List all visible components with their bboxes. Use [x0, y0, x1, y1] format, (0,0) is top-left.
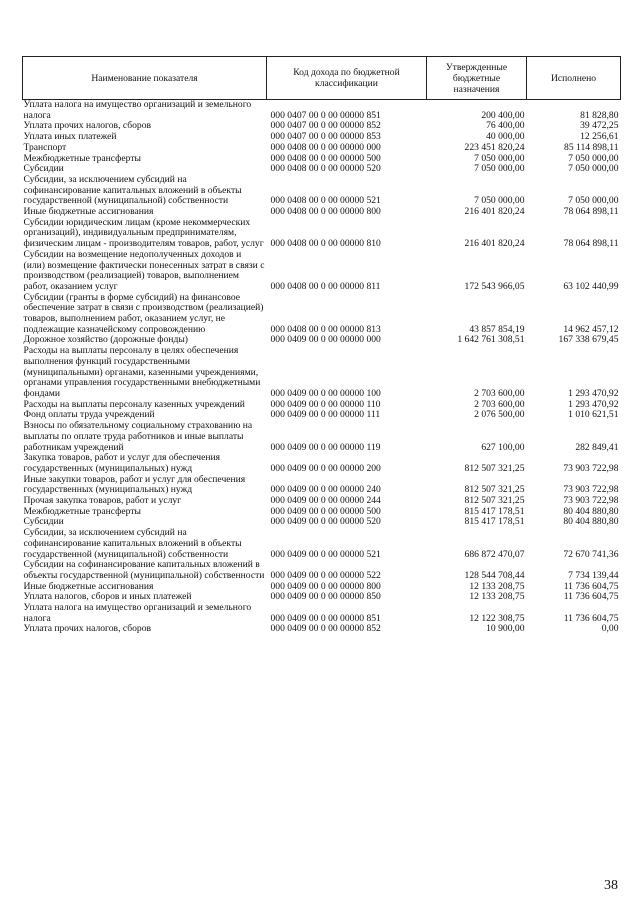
row-name-cell: Иные бюджетные ассигнования [23, 206, 154, 218]
row-name-cell: Межбюджетные трансферты [23, 152, 141, 164]
row-name-cell: Субсидии, за исключением субсидий на софинансирование капитальных вложений в объекты государственной (муниципальной) собственности [23, 173, 242, 207]
row-code-cell: 000 0409 00 0 00 00000 800 [270, 580, 381, 592]
row-code-cell: 000 0409 00 0 00 00000 500 [270, 505, 381, 517]
row-approved-cell: 12 122 308,75 [469, 612, 525, 624]
row-name-cell: Взносы по обязательному социальному страхованию на выплаты по оплате труда работников и иные выплаты работникам учреждений [23, 420, 253, 453]
table-row [23, 560, 621, 581]
row-name-cell: Фонд оплаты труда учреждений [23, 409, 155, 421]
row-name-cell: Субсидии юридическим лицам (кроме некоммерческих организаций), индивидуальным предпринимателям, физическим лицам - производителям товаров, работ, услуг [23, 216, 264, 250]
row-approved-cell: 812 507 321,25 [464, 484, 525, 496]
row-approved-cell: 815 417 178,51 [464, 505, 525, 517]
row-code-cell: 000 0409 00 0 00 00000 119 [270, 441, 381, 453]
table-row [23, 624, 621, 635]
table-row [23, 603, 621, 624]
row-approved-cell: 2 703 600,00 [474, 398, 525, 410]
row-executed-cell: 7 050 000,00 [568, 195, 619, 207]
table-header [23, 57, 621, 100]
table-row [23, 475, 621, 496]
row-name-cell: Уплата прочих налогов, сборов [23, 623, 152, 635]
row-code-cell: 000 0409 00 0 00 00000 520 [270, 516, 381, 528]
row-approved-cell: 43 857 854,19 [469, 323, 525, 335]
row-code-cell: 000 0409 00 0 00 00000 521 [270, 548, 381, 560]
row-name-cell: Уплата налога на имущество организаций и земельного налога [23, 99, 252, 121]
row-approved-cell: 2 076 500,00 [474, 409, 525, 421]
row-approved-cell: 76 400,00 [486, 120, 525, 132]
row-code-cell: 000 0409 00 0 00 00000 851 [270, 612, 381, 624]
row-approved-cell: 812 507 321,25 [464, 495, 525, 507]
row-code-cell: 000 0409 00 0 00 00000 111 [270, 409, 381, 421]
table-row [23, 218, 621, 250]
row-approved-cell: 216 401 820,24 [464, 238, 525, 250]
row-name-cell: Субсидии на возмещение недополученных доходов и (или) возмещение фактически понесенных затрат в связи с производством (реализацией) товаров, выполнением работ, оказанием услуг [23, 248, 265, 292]
table-body [23, 100, 621, 636]
row-executed-cell: 0,00 [601, 623, 619, 635]
row-code-cell: 000 0409 00 0 00 00000 240 [270, 484, 381, 496]
row-code-cell: 000 0409 00 0 00 00000 000 [270, 334, 381, 346]
table-row [23, 346, 621, 400]
row-executed-cell: 81 828,80 [580, 109, 619, 121]
row-name-cell: Транспорт [23, 141, 67, 153]
row-executed-cell: 78 064 898,11 [563, 206, 619, 218]
row-name-cell: Субсидии на софинансирование капитальных вложений в объекты государственной (муниципальной) собственности [23, 559, 265, 581]
row-executed-cell: 12 256,61 [580, 131, 619, 143]
row-code-cell: 000 0409 00 0 00 00000 852 [270, 623, 381, 635]
table-row [23, 293, 621, 336]
row-name-cell: Субсидии [23, 516, 64, 528]
row-name-cell: Субсидии, за исключением субсидий на софинансирование капитальных вложений в объекты государственной (муниципальной) собственности [23, 527, 242, 560]
row-approved-cell: 12 133 208,75 [469, 580, 525, 592]
row-approved-cell: 7 050 000,00 [474, 152, 525, 164]
row-name-cell: Уплата иных платежей [23, 131, 117, 143]
row-executed-cell: 39 472,25 [580, 120, 619, 132]
page-number: 38 [604, 878, 618, 893]
row-approved-cell: 216 401 820,24 [464, 206, 525, 218]
row-executed-cell: 80 404 880,80 [563, 505, 619, 517]
row-code-cell: 000 0407 00 0 00 00000 853 [270, 131, 381, 143]
row-code-cell: 000 0409 00 0 00 00000 200 [270, 462, 381, 474]
row-executed-cell: 63 102 440,99 [563, 280, 619, 292]
budget-report-table [22, 56, 621, 635]
row-approved-cell: 812 507 321,25 [464, 462, 525, 474]
row-executed-cell: 167 338 679,45 [558, 334, 619, 346]
row-name-cell: Расходы на выплаты персоналу в целях обеспечения выполнения функций государственными (муниципальными) органами, казенными учреждениями, органами управления государственными внебюджетными фондами [23, 345, 261, 399]
row-code-cell: 000 0409 00 0 00 00000 100 [270, 387, 381, 399]
row-code-cell: 000 0407 00 0 00 00000 851 [270, 109, 381, 121]
row-executed-cell: 1 010 621,51 [568, 409, 619, 421]
row-name-cell: Иные бюджетные ассигнования [23, 580, 154, 592]
row-approved-cell: 200 400,00 [481, 109, 525, 121]
row-code-cell: 000 0409 00 0 00 00000 522 [270, 569, 381, 581]
row-approved-cell: 128 544 708,44 [464, 569, 525, 581]
row-name-cell: Уплата налога на имущество организаций и земельного налога [23, 602, 252, 624]
row-approved-cell: 7 050 000,00 [474, 163, 525, 175]
row-code-cell: 000 0408 00 0 00 00000 810 [270, 238, 381, 250]
row-name-cell: Уплата налогов, сборов и иных платежей [23, 591, 192, 603]
header-name: Наименование показателя [23, 57, 267, 100]
table-row [23, 421, 621, 453]
row-executed-cell: 14 962 457,12 [563, 323, 619, 335]
header-executed: Исполнено [527, 57, 621, 100]
row-executed-cell: 11 736 604,75 [563, 612, 619, 624]
table-row [23, 100, 621, 122]
row-approved-cell: 7 050 000,00 [474, 195, 525, 207]
row-executed-cell: 7 734 139,44 [568, 569, 619, 581]
row-name-cell: Прочая закупка товаров, работ и услуг [23, 495, 182, 507]
row-executed-cell: 282 849,41 [575, 441, 619, 453]
row-approved-cell: 627 100,00 [481, 441, 525, 453]
row-name-cell: Закупка товаров, работ и услуг для обеспечения государственных (муниципальных) нужд [23, 452, 221, 474]
row-executed-cell: 11 736 604,75 [563, 580, 619, 592]
row-code-cell: 000 0409 00 0 00 00000 244 [270, 495, 381, 507]
header-row [23, 57, 621, 100]
row-executed-cell: 73 903 722,98 [563, 462, 619, 474]
row-executed-cell: 85 114 898,11 [564, 141, 619, 153]
row-approved-cell: 2 703 600,00 [474, 387, 525, 399]
row-code-cell: 000 0407 00 0 00 00000 852 [270, 120, 381, 132]
row-executed-cell: 1 293 470,92 [568, 387, 619, 399]
row-name-cell: Межбюджетные трансферты [23, 505, 141, 517]
row-executed-cell: 72 670 741,36 [563, 548, 619, 560]
row-executed-cell: 7 050 000,00 [568, 152, 619, 164]
row-code-cell: 000 0408 00 0 00 00000 800 [270, 206, 381, 218]
row-approved-cell: 12 133 208,75 [469, 591, 525, 603]
table-row [23, 175, 621, 207]
row-approved-cell: 40 000,00 [486, 131, 525, 143]
row-executed-cell: 73 903 722,98 [563, 484, 619, 496]
row-approved-cell: 223 451 820,24 [464, 141, 525, 153]
row-approved-cell: 10 900,00 [486, 623, 525, 635]
row-executed-cell: 78 064 898,11 [563, 238, 619, 250]
row-name-cell: Расходы на выплаты персоналу казенных учреждений [23, 398, 245, 410]
row-name-cell: Уплата прочих налогов, сборов [23, 120, 152, 132]
row-code-cell: 000 0408 00 0 00 00000 500 [270, 152, 381, 164]
row-approved-cell: 686 872 470,07 [464, 548, 525, 560]
table-row [23, 250, 621, 293]
row-name-cell: Дорожное хозяйство (дорожные фонды) [23, 334, 188, 346]
row-name-cell: Иные закупки товаров, работ и услуг для обеспечения государственных (муниципальных) нужд [23, 473, 246, 496]
header-code: Код дохода по бюджетной классификации [267, 57, 427, 100]
row-name-cell: Субсидии (гранты в форме субсидий) на финансовое обеспечение затрат в связи с производством (реализацией) товаров, выполнением работ, оказанием услуг, не подлежащие казначейскому сопровождению [23, 291, 264, 335]
row-code-cell: 000 0409 00 0 00 00000 850 [270, 591, 381, 603]
row-executed-cell: 80 404 880,80 [563, 516, 619, 528]
row-approved-cell: 1 642 761 308,51 [457, 334, 525, 346]
row-code-cell: 000 0408 00 0 00 00000 520 [270, 163, 381, 175]
header-approved: Утвержденные бюджетные назначения [427, 57, 527, 100]
row-code-cell: 000 0408 00 0 00 00000 813 [270, 323, 381, 335]
table-row [23, 528, 621, 560]
row-approved-cell: 815 417 178,51 [464, 516, 525, 528]
row-code-cell: 000 0409 00 0 00 00000 110 [270, 398, 381, 410]
row-code-cell: 000 0408 00 0 00 00000 521 [270, 195, 381, 207]
table-row [23, 143, 621, 154]
row-executed-cell: 7 050 000,00 [568, 163, 619, 175]
row-approved-cell: 172 543 966,05 [464, 280, 525, 292]
row-executed-cell: 11 736 604,75 [563, 591, 619, 603]
row-executed-cell: 73 903 722,98 [563, 495, 619, 507]
row-name-cell: Субсидии [23, 163, 64, 175]
row-executed-cell: 1 293 470,92 [568, 398, 619, 410]
row-code-cell: 000 0408 00 0 00 00000 811 [270, 280, 381, 292]
row-code-cell: 000 0408 00 0 00 00000 000 [270, 141, 381, 153]
table-row [23, 453, 621, 474]
